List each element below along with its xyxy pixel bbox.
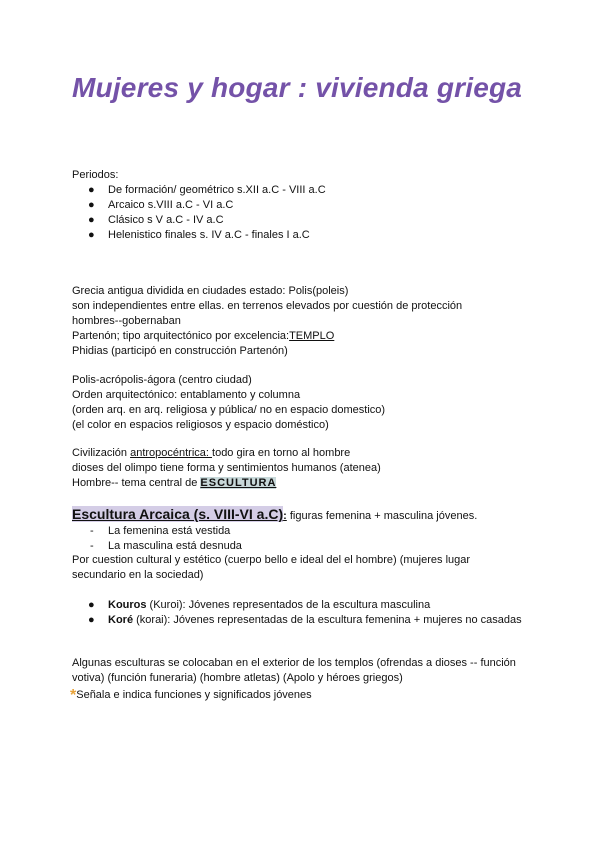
bullet-icon: ● [88, 599, 95, 611]
bullet-icon: ● [88, 214, 95, 226]
escultura-highlight: ESCULTURA [200, 477, 277, 489]
text-line: (el color en espacios religiosos y espacio doméstico) [72, 419, 329, 431]
text-line: son independientes entre ellas. en terrenos elevados por cuestión de protección [72, 300, 463, 312]
text-line: Polis-acrópolis-ágora (centro ciudad) [72, 374, 252, 386]
text-line: Orden arquitectónico: entablamento y columna [72, 389, 301, 401]
templo-underlined: TEMPLO [289, 330, 335, 342]
text-line: secundario en la sociedad) [72, 569, 204, 581]
text-line: Phidias (participó en construcción Partenón) [72, 345, 288, 357]
list-item: ● Arcaico s.VIII a.C - VI a.C [88, 199, 234, 211]
text-line: dioses del olimpo tiene forma y sentimientos humanos (atenea) [72, 462, 381, 474]
text-line: Grecia antigua dividida en ciudades estado: Polis(poleis) [72, 285, 349, 297]
bullet-icon: ● [88, 184, 95, 196]
page-title: Mujeres y hogar : vivienda griega [72, 72, 523, 103]
list-item: ● De formación/ geométrico s.XII a.C - VIII a.C [88, 184, 326, 196]
text-line: Hombre-- tema central de ESCULTURA [72, 477, 277, 489]
list-item: ● Clásico s V a.C - IV a.C [88, 214, 224, 226]
escultura-heading-line: Escultura Arcaica (s. VIII-VI a.C): figuras femenina + masculina jóvenes. [72, 506, 478, 522]
text-line: votiva) (función funeraria) (hombre atletas) (Apolo y héroes griegos) [72, 672, 403, 684]
section-heading: Escultura Arcaica (s. VIII-VI a.C) [72, 506, 284, 522]
text-line: Por cuestion cultural y estético (cuerpo bello e ideal del el hombre) (mujeres lugar [72, 554, 471, 566]
bullet-icon: ● [88, 199, 95, 211]
list-item: ● Helenistico finales s. IV a.C - finales I a.C [88, 229, 310, 241]
list-item: ● Koré (korai): Jóvenes representadas de la escultura femenina + mujeres no casadas [88, 614, 522, 626]
bullet-icon: ● [88, 229, 95, 241]
bullet-icon: ● [88, 614, 95, 626]
asterisk-icon: * [70, 687, 77, 704]
antropocentrica-underlined: antropocéntrica: [130, 447, 213, 459]
list-item: ● Kouros (Kuroi): Jóvenes representados de la escultura masculina [88, 599, 431, 611]
list-item: - La femenina está vestida [90, 525, 231, 537]
periodos-label: Periodos: [72, 169, 119, 181]
text-line: hombres--gobernaban [72, 315, 181, 327]
text-line: Algunas esculturas se colocaban en el exterior de los templos (ofrendas a dioses -- función [72, 657, 516, 669]
text-line: (orden arq. en arq. religiosa y pública/ no en espacio domestico) [72, 404, 386, 416]
text-line: Civilización antropocéntrica: todo gira en torno al hombre [72, 447, 351, 459]
text-line: Partenón; tipo arquitectónico por excelencia:TEMPLO [72, 330, 335, 342]
text-line: *Señala e indica funciones y significados jóvenes [70, 687, 312, 704]
list-item: - La masculina está desnuda [90, 540, 242, 552]
